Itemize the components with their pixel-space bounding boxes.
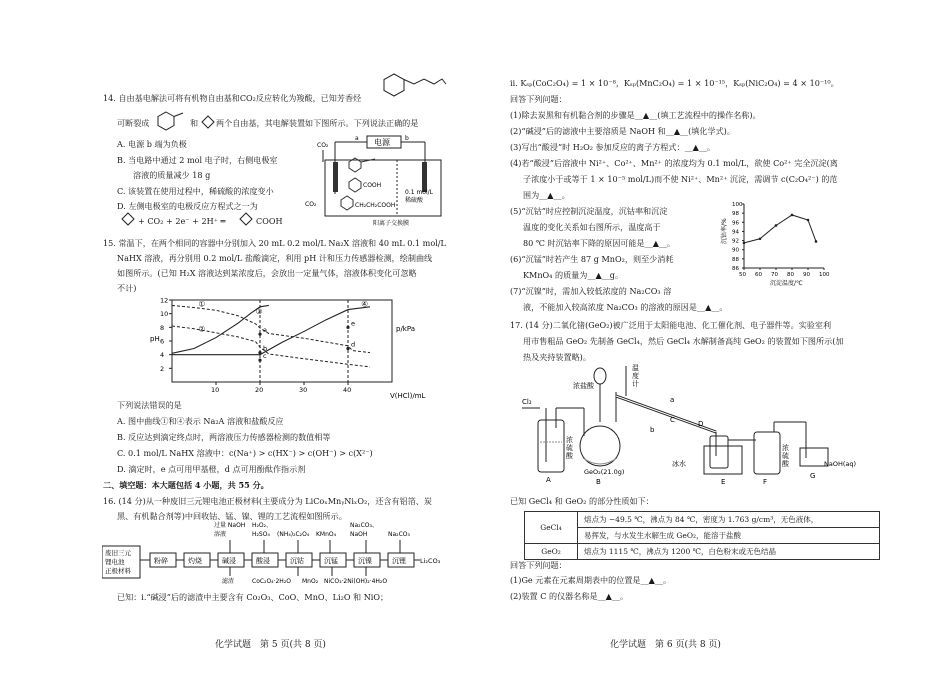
y-axis-label: pH [150,335,160,343]
q16-part5-line3: 80 ℃ 时沉钴率下降的原因可能是__▲__。 [523,238,676,248]
aromatic-hydrocarbon-structure [380,70,450,108]
x-tick-label: 10 [211,386,220,394]
q14-option-d: D. 左侧电极室的电极反应方程式之一为 [117,201,258,211]
q14-equation: + CO₂ + 2e⁻ + 2H⁺ ═ [138,216,226,226]
output-co: CoC₂O₄·2H₂O [252,578,291,585]
data-point [775,224,778,227]
reagent-acid: H₂SO₄ [252,531,270,538]
q15-stem-line2: NaHX 溶液，再分别用 0.2 mol/L 盐酸滴定，利用 pH 计和压力传感器检测，绘制曲线 [117,253,433,263]
data-point [743,242,746,245]
step-label: 沉锰 [324,557,338,565]
series-label: ① [198,299,206,309]
step-label: 沉镍 [358,557,372,565]
q16-part7-line1: (7)“沉镍”时，需加入较低浓度的 Na₂CO₃ 溶 [510,286,672,296]
plot-frame [172,300,392,382]
q17-stem-line1: 17. (14 分)二氧化锗(GeO₂)被广泛用于太阳能电池、化工催化剂、电子器件等。实验室利 [510,320,832,330]
reagent-alkali: 过量 NaOH [214,522,246,529]
y-tick-label: 88 [732,256,739,263]
x-tick-label: 30 [299,386,308,394]
series-label: ② [198,324,206,334]
point-label: e [351,319,355,328]
label-g: G [810,472,816,480]
reagent-li: Na₂CO₃ [388,531,410,538]
terminal-b: b [405,135,409,142]
q14-stem-line1: 14. 自由基电解法可将有机物自由基和CO₂反应转化为羧酸，已知芳香烃 [103,93,362,103]
point-label: b [263,344,268,353]
point-marker [346,347,349,350]
q16-stem-line1: 16. (14 分)从一种废旧三元锂电池正极材料(主要成分为 LiCoₓMnᵧNiₓO₂，还含有铝箔、炭 [103,496,432,506]
membrane-label: 阳离子交换膜 [373,220,410,227]
step-label: 碱浸 [222,557,236,565]
y-tick-label: 6 [160,337,165,346]
q15-option-c: C. 0.1 mol/L NaHX 溶液中：c(Na⁺) > c(HX⁻) > c(OH⁻) > c(X²⁻) [117,448,373,458]
right-footer: 化学试题 第 6 页(共 8 页) [610,640,721,650]
geo2-label: GeO₂(21.0g) [584,468,625,476]
q16-part3: (3)写出“酸浸”时 H₂O₂ 参加反应的离子方程式：__▲__。 [510,142,716,152]
thermo-3: 计 [632,380,639,388]
q16-known-1: 已知：ⅰ.“碱浸”后的滤渣中主要含有 Co₂O₃、CoO、MnO、Li₂O 和 NiO； [117,592,389,602]
table-cell: 易挥发，与水发生水解生成 GeO₂，能溶于盐酸 [578,528,880,544]
start-label: 废旧三元 [105,549,131,557]
electrolysis-cell-diagram [305,132,455,228]
known-ksp: ⅱ. Kₛₚ(CoC₂O₄) = 1 × 10⁻⁸，Kₛₚ(MnC₂O₄) = 1 × 10⁻¹⁵，Kₛₚ(NiC₂O₄) = 4 × 10⁻¹⁰。 [510,78,839,88]
q14-stem-line2c: 两个自由基，其电解装置如下图所示。下列说法正确的是 [216,118,419,128]
q15-stem-line3: 如图所示。(已知 H₂X 溶液达到某浓度后，会放出一定量气体，溶液体积变化可忽略 [117,268,417,278]
table-row [525,544,880,560]
q17-part2: (2)装置 C 的仪器名称是__▲__。 [510,591,629,601]
q16-part1: (1)除去炭黑和有机黏合剂的步骤是__▲__(填工艺流程中的操作名称)。 [510,110,761,120]
cobalt-precipitation-chart [720,200,840,292]
q16-part7-line2: 液，不能加入较高浓度 Na₂CO₃ 的溶液的原因是__▲__。 [523,302,728,312]
series-label: ④ [361,299,368,309]
y-tick-label: 86 [732,266,739,272]
naoh-label: NaOH(aq) [824,460,857,468]
x-tick-label: 70 [771,272,778,278]
h2so4-f-3: 酸 [782,460,789,468]
point-label: d [351,340,356,349]
start-label: 锂电池 [105,558,125,566]
label-a: A [546,476,551,484]
series-label: ③ [255,306,263,316]
acid-concentration: 0.1 mol/L [405,189,433,196]
q16-part6-line1: (6)“沉锰”时若产生 87 g MnO₂，则至少消耗 [510,254,674,264]
q17-part1: (1)Ge 元素在元素周期表中的位置是__▲__。 [510,575,672,585]
q16-part4-line3: 围为__▲__。 [523,190,570,200]
product-cooh: COOH [363,182,382,189]
bottle-f [754,432,780,474]
y-tick-label: 2 [160,364,165,373]
q14-option-a: A. 电源 b 端为负极 [117,139,187,149]
q14-option-b-line1: B. 当电路中通过 2 mol 电子时，右侧电极室 [117,155,278,165]
y-tick-label: 98 [732,211,739,218]
table-cell: GeCl₄ [525,512,578,544]
product-ch2ch2cooh: CH₂CH₂COOH [355,202,396,209]
data-point [791,214,794,217]
table-row [525,512,880,528]
label-c: C [670,416,675,424]
table-cell: 熔点为 1115 ℃，沸点为 1200 ℃，白色粉末或无色结晶 [578,544,880,560]
x-tick-label: 100 [819,272,830,278]
reagent-ni: Na₂CO₃、 [350,522,378,529]
q15-stem-line4: 不计) [117,283,137,293]
x-tick-label: 90 [803,272,810,278]
output-mn: MnO₂ [302,578,319,585]
left-electrode [333,162,338,192]
label-d: D [698,420,704,428]
dropping-funnel [594,368,606,384]
q16-part6-line2: KMnO₄ 的质量为__▲__g。 [523,270,624,280]
q17-answer-lead: 回答下列问题： [510,560,567,570]
h2so4-f-2: 硫 [782,452,789,460]
y-tick-label: 96 [732,220,739,227]
y-tick-label: 8 [160,323,165,332]
h2so4-a-2: 硫 [566,444,573,452]
point-label: a [263,326,267,335]
label-b: B [596,478,601,486]
y-tick-label: 12 [160,296,169,305]
point-marker [258,333,261,336]
answer-lead: 回答下列问题： [510,94,567,104]
data-point [815,240,818,243]
y-tick-label: 10 [160,310,169,319]
y-tick-label: 94 [732,229,739,236]
eq-product-ring [238,212,254,226]
step-label: 粉碎 [154,557,168,565]
reagent-ni: NaOH [350,531,368,538]
process-flowchart [102,520,447,590]
eq-cyclobutyl-structure [120,212,136,226]
y2-axis-label: p/kPa [396,325,416,333]
y-tick-label: 100 [732,202,743,208]
q16-part2: (2)“碱浸”后的滤液中主要溶质是 NaOH 和__▲__(填化学式)。 [510,126,735,136]
data-point [759,237,762,240]
series-line [744,215,816,243]
point-label: c [263,352,267,361]
q15-option-d: D. 滴定时，e 点可用甲基橙，d 点可用酚酞作指示剂 [117,464,306,474]
step-label: 酸浸 [256,557,270,565]
cyclobutyl-radical-structure [200,115,216,129]
thermo-1: 温 [632,364,639,372]
product-label: Li₂CO₃ [420,557,441,565]
x-axis-label: 沉淀温度/℃ [770,280,803,287]
h2so4-f-1: 浓 [782,444,789,452]
q15-option-a: A. 图中曲线①和④表示 Na₂A 溶液和盐酸反应 [117,416,284,426]
properties-table [524,511,880,560]
output-ni: NiCO₃·2Ni(OH)₂·4H₂O [324,578,388,585]
x-tick-label: 60 [755,272,762,278]
section-heading: 二、填空题：本大题包括 4 小题，共 55 分。 [103,480,269,490]
q16-stem-line2: 黑、有机黏合剂等)中回收钴、锰、镍、锂的工艺流程如图所示。 [117,511,347,521]
label-f: F [763,478,768,486]
known-properties: 已知 GeCl₄ 和 GeO₂ 的部分性质如下： [510,496,654,506]
waste-label: 滤渣 [222,578,235,585]
ice-label: 冰水 [672,460,686,468]
reagent-acid: H₂O₂、 [252,522,273,529]
q16-part4-line1: (4)若“酸浸”后溶液中 Ni²⁺、Co²⁺、Mn²⁺ 的浓度均为 0.1 mol/L，欲使 Co²⁺ 完全沉淀(离 [510,158,838,168]
label-b-port: b [650,426,655,434]
q15-lead: 下列说法错误的是 [117,400,182,410]
benzyl-radical-structure [156,110,186,132]
q14-option-b-line2: 溶液的质量减少 18 g [133,170,211,180]
h2so4-a-3: 酸 [566,452,573,460]
bottle-a [538,420,564,472]
q16-part5-line1: (5)“沉钴”时应控制沉淀温度，沉钴率和沉淀 [510,206,668,216]
series-line-3 [172,305,269,353]
q15-stem-line1: 15. 常温下，在两个相同的容器中分别加入 20 mL 0.2 mol/L Na₂X 溶液和 40 mL 0.1 mol/L [103,238,446,248]
co2-top-label: CO₂ [317,142,329,149]
y-tick-label: 92 [732,238,739,245]
step-label: 沉钴 [290,557,304,565]
data-point [807,219,810,222]
apparatus-diagram [520,362,860,490]
x-tick-label: 40 [343,386,352,394]
right-electrode [422,162,427,192]
x-tick-label: 50 [739,272,746,278]
reagent-alkali: 溶液 [214,531,227,538]
y-tick-label: 90 [732,247,739,254]
label-a-port: a [670,396,675,404]
table-cell: 熔点为 −49.5 ℃，沸点为 84 ℃，密度为 1.763 g/cm³，无色液体， [578,512,880,528]
x-tick-label: 20 [255,386,264,394]
right-page [475,0,950,677]
h2so4-a-1: 浓 [566,436,573,444]
start-label: 正极材料 [105,567,131,575]
table-cell: GeO₂ [525,544,578,560]
titration-chart [140,294,440,404]
x-tick-label: 80 [787,272,794,278]
label-e: E [721,478,726,486]
q14-equation-tail: COOH [256,216,283,226]
x-axis-label: V(HCl)/mL [390,392,426,400]
thermo-2: 度 [632,372,639,380]
left-footer: 化学试题 第 5 页(共 8 页) [215,640,326,650]
cl2-label: Cl₂ [522,398,532,406]
q17-stem-line2: 用市售粗品 GeO₂ 先制备 GeCl₄，然后 GeCl₄ 水解制备高纯 GeO₂ 的装置如下图所示(加 [523,336,844,346]
y-tick-label: 4 [160,351,165,360]
hcl-label: 浓盐酸 [573,382,594,390]
step-label: 灼烧 [188,557,202,565]
reagent-co: (NH₄)₂C₂O₄ [277,531,310,538]
y-axis-label: 沉钴率/% [721,218,728,244]
step-label: 沉锂 [392,557,406,565]
q16-part4-line2: 子浓度小于或等于 1 × 10⁻⁵ mol/L)而不使 Ni²⁺、Mn²⁺ 沉淀，需调节 c(C₂O₄²⁻) 的范 [523,174,838,184]
point-marker [346,326,349,329]
reagent-mn: KMnO₄ [316,531,337,538]
terminal-a: a [355,135,359,142]
q17-stem-line3: 热及夹持装置略)。 [523,352,591,362]
q14-option-c: C. 该装置在使用过程中，稀硫酸的浓度变小 [117,186,274,196]
acid-name: 稀硫酸 [405,197,424,204]
q14-stem-line2b: 和 [190,118,199,128]
q15-option-b: B. 反应达到滴定终点时，两溶液压力传感器检测的数值相等 [117,432,331,442]
q14-stem-line2a: 可断裂成 [117,118,150,128]
table-row [525,528,880,544]
power-label: 电源 [374,138,390,147]
q16-part5-line2: 温度的变化关系如右图所示，温度高于 [523,222,661,232]
co2-left-label: CO₂ [305,201,317,208]
point-marker [258,359,261,362]
point-marker [258,351,261,354]
